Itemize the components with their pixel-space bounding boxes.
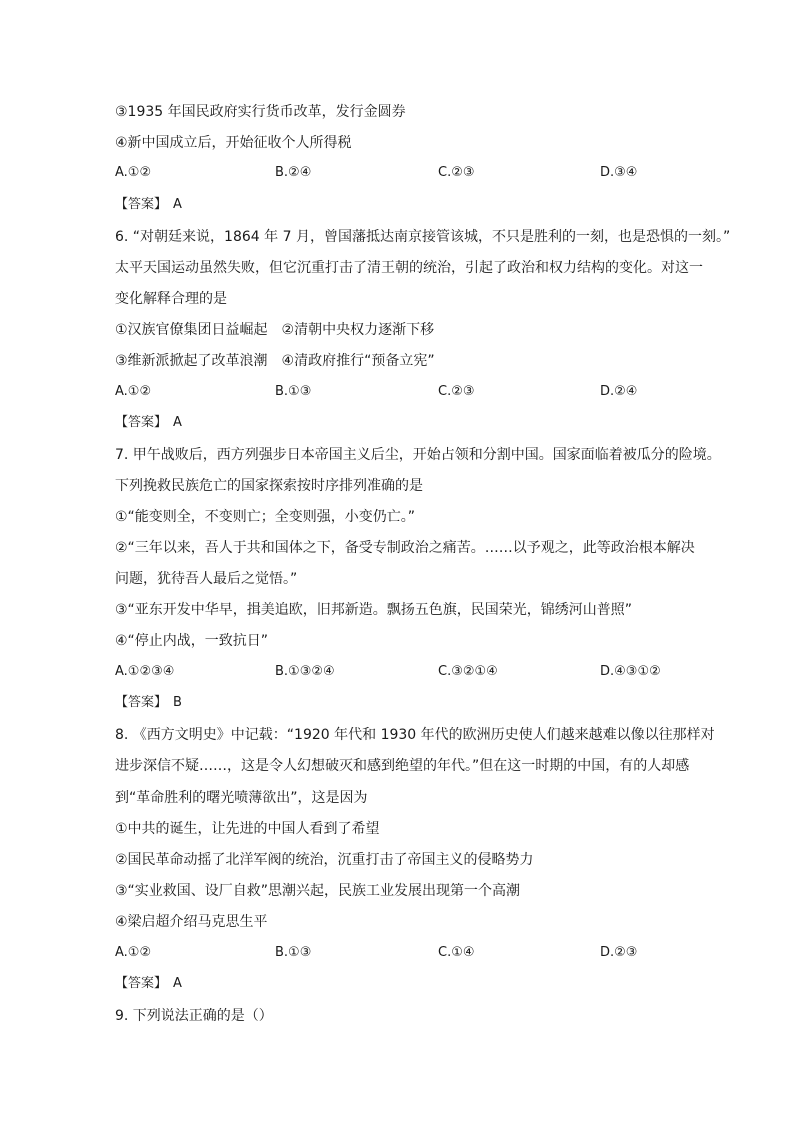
q7-choice-b: B.①③②④ xyxy=(275,664,335,679)
q7-option-1: ①“能变则全，不变则亡；全变则强，小变仍亡。” xyxy=(115,509,416,525)
q8-stem-line-3: 到“革命胜利的曙光喷薄欲出”，这是因为 xyxy=(115,790,368,806)
q6-answer xyxy=(115,413,182,433)
q8-answer xyxy=(115,974,182,994)
q9-stem-line-1: 9. 下列说法正确的是（） xyxy=(115,1008,273,1024)
q6-choice-b: B.①③ xyxy=(275,384,312,399)
q6-options-1-2: ①汉族官僚集团日益崛起 ②清朝中央权力逐渐下移 xyxy=(115,322,435,338)
q8-option-4: ④梁启超介绍马克思生平 xyxy=(115,914,268,930)
q6-choices xyxy=(115,382,675,402)
q7-choice-c: C.③②①④ xyxy=(438,664,498,679)
q8-option-1: ①中共的诞生，让先进的中国人看到了希望 xyxy=(115,821,380,837)
q7-answer xyxy=(115,693,182,713)
q7-answer-tag: 【答案】 xyxy=(115,695,168,710)
q6-choice-a: A.①② xyxy=(115,384,152,399)
q5-choice-d: D.③④ xyxy=(600,165,638,180)
q6-options-3-4: ③维新派掀起了改革浪潮 ④清政府推行“预备立宪” xyxy=(115,353,435,369)
q8-choice-b: B.①③ xyxy=(275,945,312,960)
q6-stem-line-1: 6. “对朝廷来说，1864 年 7 月，曾国藩抵达南京接管该城，不只是胜利的一刻，也是恐惧的一刻。” xyxy=(115,229,731,245)
q6-stem-line-3: 变化解释合理的是 xyxy=(115,291,227,307)
q5-choice-b: B.②④ xyxy=(275,165,312,180)
q8-option-3: ③“实业救国、设厂自救”思潮兴起，民族工业发展出现第一个高潮 xyxy=(115,883,521,899)
q6-stem-line-2: 太平天国运动虽然失败，但它沉重打击了清王朝的统治，引起了政治和权力结构的变化。对这一 xyxy=(115,260,703,276)
q8-stem-line-2: 进步深信不疑……，这是令人幻想破灭和感到绝望的年代。”但在这一时期的中国，有的人却感 xyxy=(115,758,690,774)
q8-stem-line-1: 8. 《西方文明史》中记载：“1920 年代和 1930 年代的欧洲历史使人们越来越难以像以往那样对 xyxy=(115,727,715,743)
q8-choice-a: A.①② xyxy=(115,945,152,960)
q8-choices xyxy=(115,943,675,963)
q7-choices xyxy=(115,662,675,682)
q5-option-4: ④新中国成立后，开始征收个人所得税 xyxy=(115,135,352,151)
q7-choice-d: D.④③①② xyxy=(600,664,661,679)
q8-choice-d: D.②③ xyxy=(600,945,638,960)
q7-option-2-line-2: 问题，犹待吾人最后之觉悟。” xyxy=(115,571,298,587)
q5-choice-c: C.②③ xyxy=(438,165,475,180)
q5-answer xyxy=(115,195,182,215)
q7-stem-line-2: 下列挽救民族危亡的国家探索按时序排列准确的是 xyxy=(115,478,423,494)
q5-answer-tag: 【答案】 xyxy=(115,197,168,212)
q8-answer-tag: 【答案】 xyxy=(115,976,168,991)
q5-answer-value: A xyxy=(173,197,182,212)
q7-stem-line-1: 7. 甲午战败后，西方列强步日本帝国主义后尘，开始占领和分割中国。国家面临着被瓜分的险境。 xyxy=(115,447,721,463)
q5-option-3: ③1935 年国民政府实行货币改革，发行金圆券 xyxy=(115,104,406,120)
q7-choice-a: A.①②③④ xyxy=(115,664,175,679)
q7-option-2-line-1: ②“三年以来，吾人于共和国体之下，备受专制政治之痛苦。……以予观之，此等政治根本解决 xyxy=(115,540,695,556)
q8-answer-value: A xyxy=(173,976,182,991)
q6-answer-tag: 【答案】 xyxy=(115,415,168,430)
q7-option-3: ③“亚东开发中华早，揖美追欧，旧邦新造。飘扬五色旗，民国荣光，锦绣河山普照” xyxy=(115,602,633,618)
q5-choices xyxy=(115,163,675,183)
q7-answer-value: B xyxy=(173,695,182,710)
q6-answer-value: A xyxy=(173,415,182,430)
q6-choice-d: D.②④ xyxy=(600,384,638,399)
q5-choice-a: A.①② xyxy=(115,165,152,180)
q6-choice-c: C.②③ xyxy=(438,384,475,399)
q8-choice-c: C.①④ xyxy=(438,945,475,960)
q8-option-2: ②国民革命动摇了北洋军阀的统治，沉重打击了帝国主义的侵略势力 xyxy=(115,852,534,868)
q7-option-4: ④“停止内战，一致抗日” xyxy=(115,633,269,649)
